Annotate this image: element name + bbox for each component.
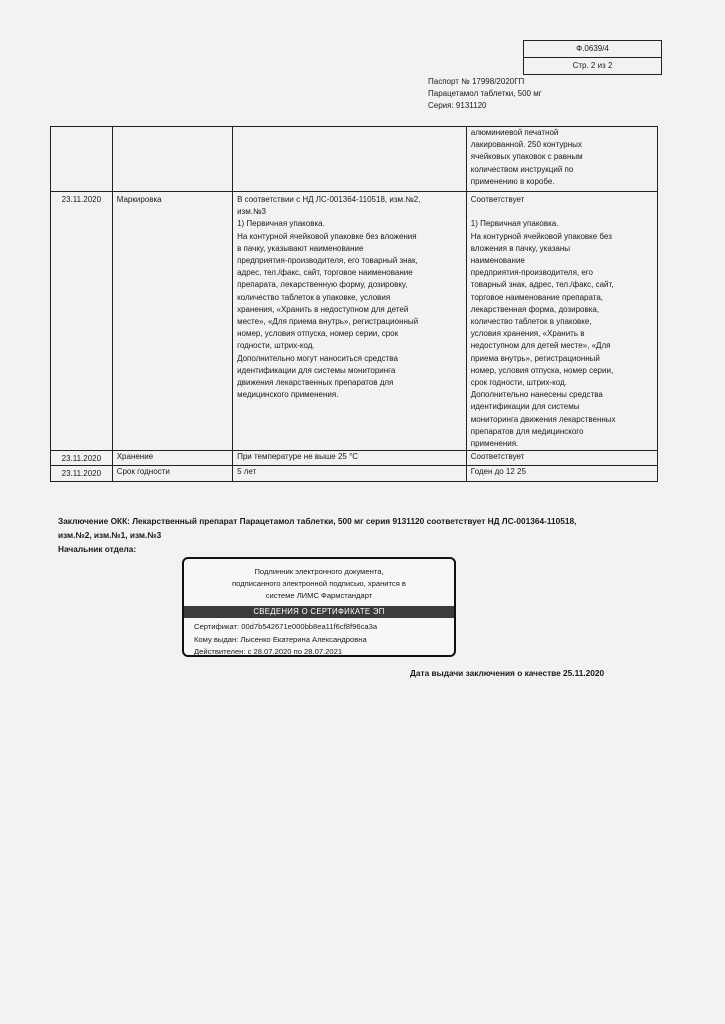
conclusion-block [58,514,576,556]
result-cell: Соответствует [466,451,657,466]
test-results-table [50,126,658,482]
certificate-number: Сертификат: 00d7b542671e000bb8ea11f6cf8f96ca3a [194,622,378,631]
table-row [51,451,658,466]
result-cell: алюминиевой печатной лакированной. 250 контурных ячейковых упаковок с равным количеством инструкций по применению в коробе. [466,127,657,192]
requirement-cell: В соответствии с НД ЛС-001364-110518, изм.№2, изм.№3 1) Первичная упаковка. На контурной ячейковой упаковке без вложения в пачку, указывают наименование предприятия-производителя, его товарный знак, адрес, тел./факс, сайт, торговое наименование препарата, лекарственную форму, дозировку, количество таблеток в упаковке, условия хранения, «Хранить в недоступном для детей месте», «Для приема внутрь», регистрационный номер, условия отпуска, номер серии, срок годности, штрих-код. Дополнительно могут наноситься средства идентификации для системы мониторинга движения лекарственных препаратов для медицинского применения. [233,192,467,451]
test-date: 23.11.2020 [51,192,113,451]
product-name: Парацетамол таблетки, 500 мг [428,89,542,98]
requirement-cell: При температуре не выше 25 °С [233,451,467,466]
test-date: 23.11.2020 [51,466,113,481]
series-number: Серия: 9131120 [428,101,487,110]
table-row [51,127,658,192]
test-name: Срок годности [112,466,232,481]
table-row [51,466,658,481]
certificate-owner: Кому выдан: Лысенко Екатерина Александровна [194,634,367,644]
test-name: Хранение [112,451,232,466]
result-cell: Годен до 12 25 [466,466,657,481]
passport-number: Паспорт № 17998/2020ГП [428,77,525,86]
page-number: Стр. 2 из 2 [524,57,661,74]
issue-date: Дата выдачи заключения о качестве 25.11.2020 [410,668,605,678]
test-name: Маркировка [112,192,232,451]
requirement-cell: 5 лет [233,466,467,481]
result-cell: Соответствует 1) Первичная упаковка. На контурной ячейковой упаковке без вложения в пачку, указаны наименование предприятия-производителя, его товарный знак, адрес, тел./факс, сайт, торговое наименование препарата, лекарственная форма, дозировка, количество таблеток в упаковке, условия хранения, «Хранить в недоступном для детей месте», «Для приема внутрь», регистрационный номер, условия отпуска, номер серии, срок годности, штрих-код. Дополнительно нанесены средства идентификации для системы мониторинга движения лекарственных препаратов для медицинского применения. [466,192,657,451]
test-date: 23.11.2020 [51,451,113,466]
certificate-validity: Действителен: с 28.07.2020 по 28.07.2021 [194,647,343,656]
table-row [51,192,658,451]
certificate-info-bar: СВЕДЕНИЯ О СЕРТИФИКАТЕ ЭП [184,606,454,618]
passport-info [428,76,542,112]
conclusion-text: Заключение ОКК: Лекарственный препарат Парацетамол таблетки, 500 мг серия 9131120 соответствует НД ЛС-001364-110518, [58,516,577,526]
conclusion-amendments: изм.№2, изм.№1, изм.№3 [58,530,162,540]
department-head-label: Начальник отдела: [58,544,137,554]
electronic-signature-stamp: Подлинник электронного документа, подписанного электронной подписью, хранится в системе ЛИМС Фармстандарт СВЕДЕНИЯ О СЕРТИФИКАТЕ ЭП Сертификат: 00d7b542671e000bb8ea11f6cf8f96ca3a Кому выдан: Лысенко Екатерина Александровна Действителен: с 28.07.2020 по 28.07.2021 [182,557,456,657]
form-code: Ф.0639/4 [576,44,609,53]
form-code-box [523,40,662,75]
